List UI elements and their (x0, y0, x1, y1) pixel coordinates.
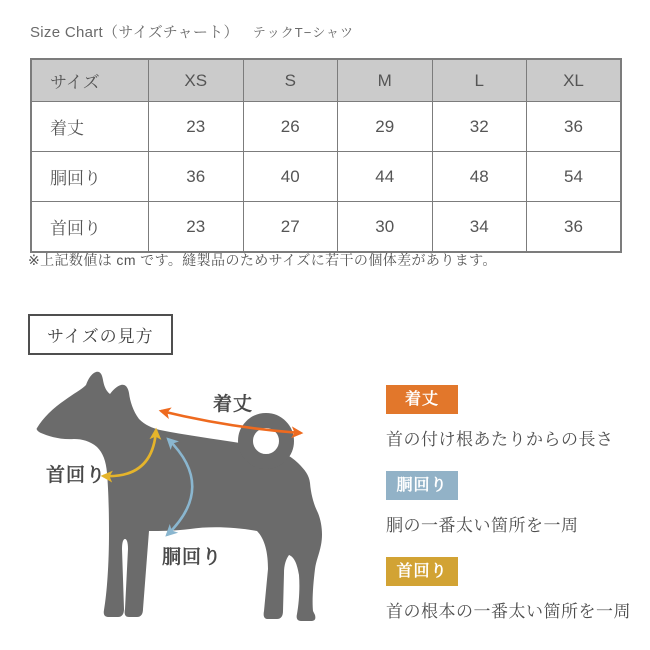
col-header-l: L (432, 59, 527, 102)
row-label: 胴回り (31, 152, 149, 202)
size-cell: 29 (338, 102, 433, 152)
size-cell: 26 (243, 102, 338, 152)
dog-tail-loop (246, 421, 287, 462)
neck-badge: 首回り (386, 557, 458, 586)
size-cell: 40 (243, 152, 338, 202)
length-description: 首の付け根あたりからの長さ (386, 430, 614, 449)
col-header-size: サイズ (31, 59, 149, 102)
size-cell: 44 (338, 152, 433, 202)
size-table-header (31, 59, 621, 102)
col-header-xl: XL (527, 59, 622, 102)
size-cell: 36 (527, 102, 622, 152)
col-header-m: M (338, 59, 433, 102)
size-cell: 27 (243, 202, 338, 253)
size-cell: 36 (527, 202, 622, 253)
size-cell: 54 (527, 152, 622, 202)
diagram-label-girth: 胴回り (162, 547, 223, 568)
size-cell: 23 (149, 102, 244, 152)
dog-measurement-diagram (25, 363, 365, 643)
measurement-legend (386, 385, 644, 643)
girth-description: 胴の一番太い箇所を一周 (386, 516, 579, 535)
size-cell: 23 (149, 202, 244, 253)
size-cell: 34 (432, 202, 527, 253)
guide-heading-box: サイズの見方 (28, 314, 173, 355)
table-row-neck (31, 202, 621, 253)
title-size-chart: Size Chart（サイズチャート） (30, 24, 239, 41)
row-label: 着丈 (31, 102, 149, 152)
legend-item-neck (386, 557, 644, 622)
table-header-row (31, 59, 621, 102)
size-cell: 32 (432, 102, 527, 152)
col-header-s: S (243, 59, 338, 102)
legend-item-length (386, 385, 644, 450)
legend-item-girth (386, 471, 644, 536)
table-footnote: ※上記数値は cm です。縫製品のためサイズに若干の個体差があります。 (28, 252, 497, 268)
size-cell: 36 (149, 152, 244, 202)
girth-badge: 胴回り (386, 471, 458, 500)
dog-silhouette (37, 372, 322, 621)
table-row-girth (31, 152, 621, 202)
size-cell: 48 (432, 152, 527, 202)
page-title (30, 21, 354, 42)
length-badge: 着丈 (386, 385, 458, 414)
diagram-label-neck: 首回り (46, 465, 107, 486)
table-row-length (31, 102, 621, 152)
diagram-label-length: 着丈 (213, 394, 254, 415)
size-table (30, 58, 622, 253)
size-table-body (31, 102, 621, 253)
size-cell: 30 (338, 202, 433, 253)
col-header-xs: XS (149, 59, 244, 102)
title-product-name: テックT−シャツ (252, 25, 355, 40)
neck-description: 首の根本の一番太い箇所を一周 (386, 602, 631, 621)
row-label: 首回り (31, 202, 149, 253)
